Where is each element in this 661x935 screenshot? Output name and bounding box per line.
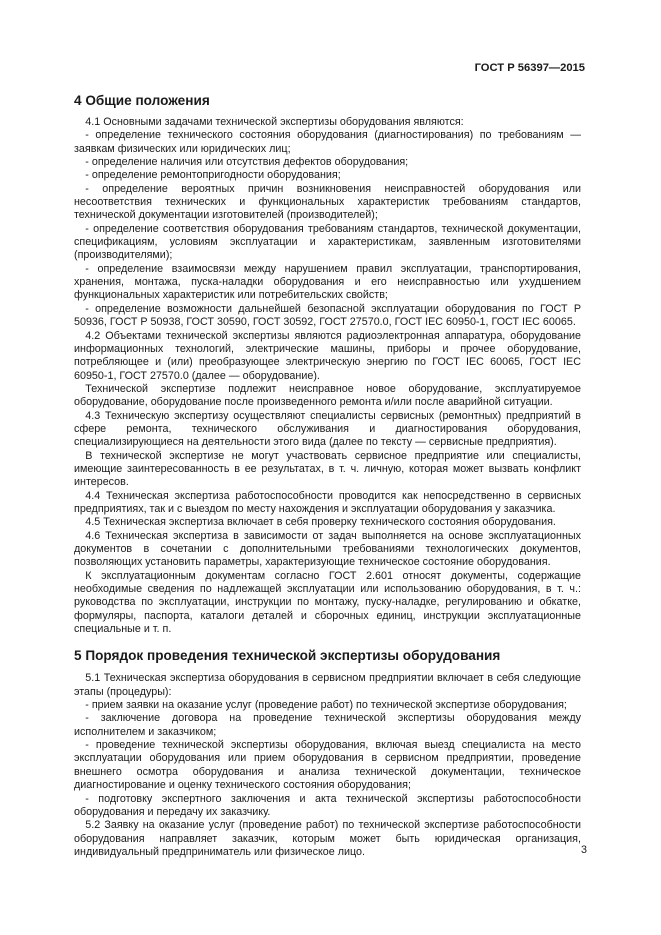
paragraph: К эксплуатационным документам согласно ГОСТ 2.601 относят документы, содержащие необходимые сведения по надлежащей эксплуатации или использованию оборудования, в т. ч.: руководства по эксплуатации, инструкции по монтажу, пуску-наладке, регулированию и обкатке, формуляры, паспорта, каталоги деталей и сборочных единиц, инструкции эксплуатационные специальные и т. п. [74, 569, 581, 636]
list-item: - подготовку экспертного заключения и акта технической экспертизы работоспособности оборудования и передачу их заказчику. [74, 792, 581, 818]
page-number: 3 [581, 844, 587, 856]
paragraph: 4.4 Техническая экспертиза работоспособности проводится как непосредственно в сервисных предприятиях, так и с выездом по месту нахождения и эксплуатации оборудования у заказчика. [74, 489, 581, 515]
list-item: - определение наличия или отсутствия дефектов оборудования; [85, 156, 409, 169]
standard-header: ГОСТ Р 56397—2015 [474, 62, 585, 74]
page-content [74, 92, 581, 859]
list-item: - определение взаимосвязи между нарушением правил эксплуатации, транспортирования, хранения, монтажа, пуска-наладки оборудования и его неисправностью или ухудшением функциональных характеристик или потребительских свойств; [74, 262, 581, 302]
list-item: - определение возможности дальнейшей безопасной эксплуатации оборудования по ГОСТ Р 50936, ГОСТ Р 50938, ГОСТ 30590, ГОСТ 30592, ГОСТ 27570.0, ГОСТ IEC 60950-1, ГОСТ IEC 60065. [74, 302, 581, 329]
paragraph: 4.5 Техническая экспертиза включает в себя проверку технического состояния оборудования. [85, 516, 556, 529]
list-item: - проведение технической экспертизы оборудования, включая выезд специалиста на место эксплуатации оборудования или прием оборудования в сервисном предприятии, проведение внешнего осмотра оборудования и анализа технической документации, техническое диагностирование и оценку технического состояния оборудования; [74, 739, 581, 792]
paragraph: 5.1 Техническая экспертиза оборудования в сервисном предприятии включает в себя следующие этапы (процедуры): [74, 672, 581, 698]
section-5-heading: 5 Порядок проведения технической экспертизы оборудования [74, 648, 501, 664]
list-item: - определение технического состояния оборудования (диагностирования) по требованиям — заявкам физических или юридических лиц; [74, 129, 581, 155]
paragraph: 4.3 Техническую экспертизу осуществляют специалисты сервисных (ремонтных) предприятий в сфере ремонта, технического обслуживания и диагностирования оборудования, специализирующиеся на деятельности этого вида (далее по тексту — сервисные предприятия). [74, 409, 581, 449]
section-4-heading: 4 Общие положения [74, 93, 210, 108]
list-item: - определение соответствия оборудования требованиям стандартов, технической документации, спецификациям, условиям эксплуатации и характеристикам, заявленным изготовителями (производителями); [74, 222, 581, 262]
list-item: - определение вероятных причин возникновения неисправностей оборудования или несоответствия технических и функциональных характеристик требованиям стандартов, технической документации изготовителей (производителей); [74, 182, 581, 222]
paragraph: 4.2 Объектами технической экспертизы являются радиоэлектронная аппаратура, оборудование информационных технологий, электрические машины, приборы и прочее оборудование, потребляющее и (или) преобразующее электрическую энергию по ГОСТ IEC 60065, ГОСТ IEC 60950-1, ГОСТ 27570.0 (далее — оборудование). [74, 329, 581, 382]
list-item: - определение ремонтопригодности оборудования; [85, 169, 341, 182]
paragraph: Технической экспертизе подлежит неисправное новое оборудование, эксплуатируемое оборудование, оборудование после произведенного ремонта и/или после аварийной ситуации. [74, 382, 581, 409]
paragraph: 4.1 Основными задачами технической экспертизы оборудования являются: [85, 116, 464, 128]
paragraph: 5.2 Заявку на оказание услуг (проведение работ) по технической экспертизе работоспособности оборудования направляет заказчик, которым может быть юридическая организация, индивидуальный предприниматель или физическое лицо. [74, 819, 581, 858]
paragraph: 4.6 Техническая экспертиза в зависимости от задач выполняется на основе эксплуатационных документов в сочетании с дополнительными требованиями технологических документов, позволяющих установить параметры, характеризующие техническое состояние оборудования. [74, 529, 581, 569]
paragraph: В технической экспертизе не могут участвовать сервисное предприятие или специалисты, имеющие заинтересованность в ее результатах, в т. ч. личную, которая может вызвать конфликт интересов. [74, 449, 581, 489]
list-item: - прием заявки на оказание услуг (проведение работ) по технической экспертизе оборудования; [85, 699, 567, 712]
list-item: - заключение договора на проведение технической экспертизы оборудования между исполнителем и заказчиком; [74, 712, 581, 738]
